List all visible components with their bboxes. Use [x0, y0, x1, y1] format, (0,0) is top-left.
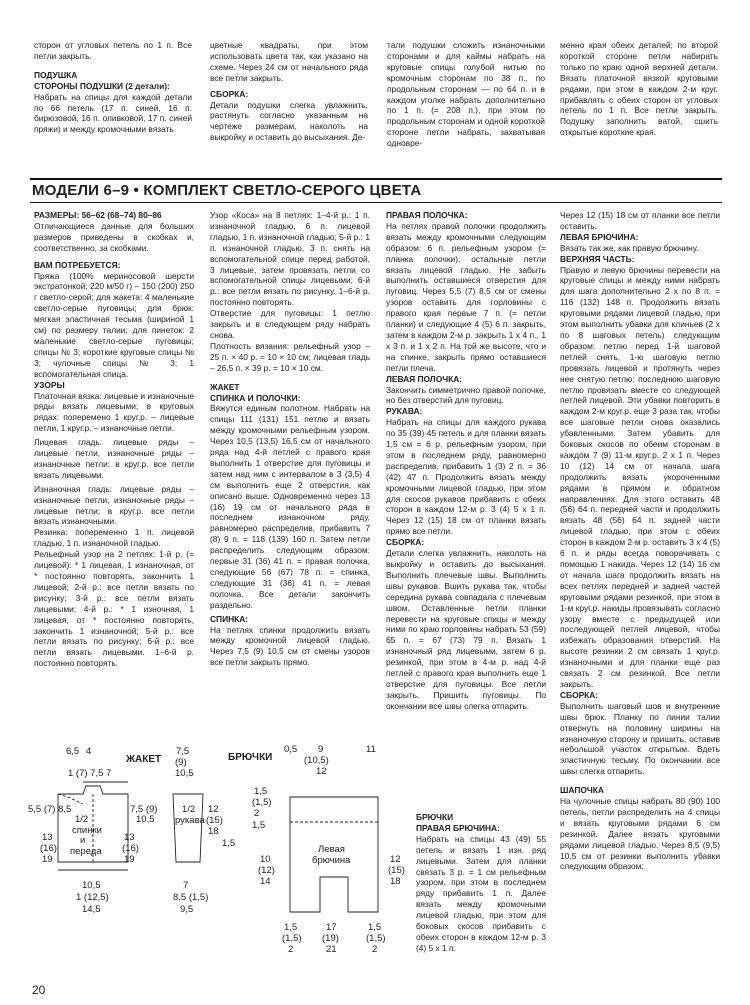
- main-column-3: [386, 210, 546, 712]
- dim: (16): [40, 843, 57, 854]
- dim: 1,5: [254, 786, 268, 797]
- dim: 9,5: [180, 904, 194, 915]
- paragraph: Вязать так же, как правую брючину.: [560, 242, 699, 253]
- paragraph: цветные квадраты, при этом использовать цвета так, как указано на схеме. Через 24 см от начального ряда все петли закрыть.: [210, 40, 368, 83]
- dim: 6,5: [66, 746, 80, 757]
- heading-left-front: ЛЕВАЯ ПОЛОЧКА:: [386, 373, 463, 384]
- dim: 9: [318, 744, 324, 755]
- pattern-schematic: [28, 742, 418, 974]
- pattern-rib: Резинка: попеременно 1 п. лицевой гладью, 1 п. изнаночной гладью.: [34, 527, 194, 549]
- gauge: Плотность вязания: рельефный узор – 25 п. × 40 р. = 10 × 10 см; лицевая гладь – 26,5 п. × 39 р. = 10 × 10 см.: [210, 340, 370, 373]
- main-column-2: [210, 210, 370, 668]
- top-column-4: [560, 40, 718, 138]
- heading-back: СПИНКА:: [210, 613, 249, 624]
- top-column-2: [210, 40, 368, 143]
- sleeve-label: рукава: [175, 815, 205, 826]
- heading-assembly: СБОРКА:: [560, 689, 599, 700]
- dim: 12: [316, 766, 327, 777]
- dim: (10,5): [304, 755, 329, 766]
- paragraph: Выполнить шаговый шов и внутренние швы брюк. Планку по линии талии отвернуть на половину ширины на изнаночную сторону и пришить, оставив небольшой участок открытым. Вдеть эластичную тесьму. По окончании все швы слегка отпарить.: [560, 700, 720, 777]
- dim: (16): [122, 843, 139, 854]
- dim: 18: [390, 876, 401, 887]
- jacket-label-3: и: [80, 835, 86, 846]
- dim: 10,5: [82, 880, 101, 891]
- sizes: РАЗМЕРЫ: 56–62 (68–74) 80–86: [34, 210, 162, 220]
- heading-pillow-sides: СТОРОНЫ ПОДУШКИ (2 детали):: [34, 80, 170, 91]
- dim: 14: [260, 876, 271, 887]
- dim: 0,5: [284, 744, 298, 755]
- top-column-1: [34, 40, 192, 135]
- dim: 21: [326, 944, 337, 955]
- dim: 1,5: [368, 922, 382, 933]
- section-title: МОДЕЛИ 6–9 • КОМПЛЕКТ СВЕТЛО-СЕРОГО ЦВЕТА: [32, 182, 422, 199]
- main-column-4: [560, 210, 720, 872]
- jacket-label-2: спинки: [72, 825, 102, 836]
- pattern-garter: Платочная вязка: лицевые и изнаночные ряды вязать лицевыми; в круговых рядах: поперемено 1 круг.р. – лицевые петли, 1 круг.р. – изнаночные петли.: [34, 390, 194, 434]
- dim: 1,5: [284, 922, 298, 933]
- dim: 7,5: [176, 746, 190, 757]
- pattern-cable: Узор «Коса» на 8 петлях: 1–4-й р.: 1 п. изнаночной гладью, 6 п. лицевой гладью, 1 п. изнаночной гладью; 5-й р.: 1 п. изнаночной гладью, 3 п. снять на вспомогательной спице перед работой, 3 лицевые, затем провязать петли со вспомогательной спицы лицевыми; 6-й р.: все петли вязать по рисунку. 1–6-й р. постоянно повторять.: [210, 210, 370, 308]
- dim: 2: [288, 944, 294, 955]
- paragraph: На чулочные спицы набрать 80 (90) 100 петель, петли распределить на 4 спицы и вязать круговыми рядами 6 см резинкой. Далее вязать круговыми рядами лицевой гладью. Через 8,5 (9,5) 10,5 см от резинки выполнить убавки следующим образом:: [560, 796, 720, 872]
- buttonhole: Отверстие для пуговицы: 1 петлю закрыть и в следующем ряду набрать снова.: [210, 308, 370, 340]
- heading-left-leg: ЛЕВАЯ БРЮЧИНА:: [560, 231, 639, 242]
- dim: 18: [208, 826, 219, 837]
- pants-label-1: Левая: [318, 844, 345, 855]
- sleeve-half: 1/2: [182, 804, 196, 815]
- dim: (1,5): [252, 797, 272, 808]
- pants-label-2: брючина: [312, 855, 351, 866]
- paragraph: Детали слегка увлажнить, наколоть на выкройку и оставить до высыхания. Выполнить плечевые швы. Выполнить швы рукавов. Вшить рукава так, чтобы середина рукава совпадала с плечевым швом. Оставленные петли планки перевести на круговые спицы и между ними по краю горловины набрать 53 (59) 65 п. = 67 (73) 79 п. Вязать 1 изнаночный ряд лицевыми, затем 6 р. резинкой, при этом в 4-м р. над 4-й петлей с правого края выполнить еще 1 отверстие для пуговицы. Все петли закрыть. Пришить пуговицы. По окончании все швы слегка отпарить.: [386, 548, 546, 711]
- jacket-label-4: переда: [70, 846, 102, 857]
- dim: 1 (12,5): [76, 892, 109, 903]
- paragraph: Закончить симметрично правой полочке, но без отверстий для пуговиц.: [386, 384, 546, 406]
- dim: 10,5: [136, 814, 155, 825]
- jacket-title: ЖАКЕТ: [126, 754, 162, 765]
- paragraph: На петлях правой полочки продолжить вязать между кромочными следующим образом: 6 п. рельефным узором (= планка полочки), остальные петли вязать лицевой гладью. Не забыть выполнить оставшиеся отверстия для пуговиц. Через 5,5 (7) 8,5 см от смены узоров оставить для горловины с правого края первые 7 п. (= петли планки) и следующие 4 (5) 6 п. закрыть, затем в каждом 2-м р. закрыть 1 х 4 п., 1 х 3 п. и 1 х 2 п. На той же высоте, что и на спинке, закрыть прямо оставшиеся петли плеча.: [386, 220, 546, 373]
- dim: 2: [254, 808, 260, 819]
- dim: 7,5 (9): [130, 804, 158, 815]
- main-column-3-pants: [416, 812, 546, 954]
- heading-materials: ВАМ ПОТРЕБУЕТСЯ:: [34, 259, 121, 270]
- heading-back-fronts: СПИНКА И ПОЛОЧКИ:: [210, 392, 301, 403]
- section-rule-top: [30, 178, 722, 180]
- page-number: 20: [32, 983, 46, 997]
- paragraph: Набрать на спицы для каждой детали по 66 петель (17 п. синей, 16 п. бирюзовой, 16 п. оливковой, 17 п. синей пряжи) и между кромочными вязать: [34, 91, 192, 135]
- paragraph: Пряжа (100% мериносовой шерсти экстратонкой; 220 м/50 г) – 150 (200) 250 г светло-серой; для жакета: 4 маленькие светло-серые пуговицы; для брюк: мягкая эластичная тесьма (шириной 1 см) по размеру талии; для пинеток: 2 маленькие светло-серые пуговицы; спицы № 3; короткие круговые спицы № 3; чулочные спицы № 3; 1 вспомогательная спица.: [34, 270, 194, 379]
- paragraph: Набрать на спицы для каждого рукава по 35 (39) 45 петель и для планки вязать 1,5 см = 6 р. рельефным узором, при этом в последнем ряду, равномерно распределив, прибавить 1 (3) 2 п. = 36 (42) 47 п. Продолжить вязать между кромочными лицевой гладью, при этом для скосов рукавов прибавить с обеих сторон в каждом 12-м р. 3 (4) 5 х 1 п. Через 12 (15) 18 см от планки вязать прямо все петли.: [386, 417, 546, 537]
- heading-assembly: СБОРКА:: [386, 537, 425, 548]
- dim: 11: [366, 744, 376, 755]
- top-column-3: [387, 40, 545, 149]
- dim: 7: [183, 880, 189, 891]
- dim: 5,5 (7) 8,5: [28, 804, 72, 815]
- paragraph: менно края обеих деталей; по второй короткой стороне петли набирать только по краю одной верхней детали. Вязать платочной вязкой круговыми рядами, при этом в каждом 2-м круг. прибавлять с обеих сторон от угловых петель по 1 п. Все петли закрыть. Подушку заполнить ватой, сшить открытые короткие края.: [560, 40, 718, 138]
- dim: 17: [326, 922, 337, 933]
- jacket-label-1: 1/2: [75, 814, 89, 825]
- paragraph: На петлях спинки продолжить вязать между кромочной лицевой гладью. Через 7,5 (9) 10,5 см от смены узоров все петли закрыть прямо.: [210, 624, 370, 668]
- dim: 1,5: [222, 838, 236, 849]
- dim: (9): [175, 757, 187, 768]
- heading-right-leg: ПРАВАЯ БРЮЧИНА:: [416, 822, 500, 833]
- dim: 19: [42, 854, 53, 865]
- heading-pants: БРЮЧКИ: [416, 812, 454, 822]
- dim: 19: [124, 854, 135, 865]
- paragraph: сторон от угловых петель по 1 п. Все петли закрыть.: [34, 40, 192, 61]
- heading-sleeves: РУКАВА:: [386, 406, 423, 417]
- paragraph: Отличающиеся данные для больших размеров приведены в скобках и, соответственно, за скобками.: [34, 220, 194, 253]
- dim: 14,5: [82, 904, 101, 915]
- dim: (1,5): [282, 933, 302, 944]
- paragraph: Через 12 (15) 18 см от планки все петли оставить.: [560, 210, 720, 231]
- dim: (12): [258, 865, 275, 876]
- section-rule-bottom: [30, 202, 722, 203]
- paragraph: Правую и левую брючины перевести на круговые спицы и между ними набрать для шага дополнительно 2 х по 8 п. = 116 (132) 148 п. Продолжить вязать круговыми рядами лицевой гладью, при этом выполнить убавки для клиньев (2 х по 8 шаговых петель) следующим образом: петлю перед 1-й шаговой петлей снять, 1-ю шаговую петлю провязать лицевой и протянуть через нее снятую петлю; последнюю шаговую петлю провязать вместе со следующей петлей лицевой. Эти убавки повторить в каждом 2-м круг.р. еще 3 раза так, чтобы все шаговые петли снова оказались убавленными. Затем убавить для боковых скосов по обеим сторонам в каждом 7 (9) 11-м круг.р. 2 х 1 п. Через 10 (12) 14 см от начала шага продолжить вязать укороченными рядами в прямом и обратном направлениях. Для этого оставить 48 (56) 64 п. передней части и продолжить вязать 48 (56) 64 п. задней части лицевой гладью, при этом с обеих сторон в каждом 2-м р. оставить 3 х 4 (5) 6 п. и ряды всегда поворачивать с помощью 1 накида. Через 12 (14) 16 см от начала шага продолжить вязать на всех петлях передней и задней частей круговыми рядами резинкой, при этом в 1-м круг.р. накиды провязывать согласно узору вместе с предыдущей или последующей петлей лицевой, чтобы избежать образования отверстий. На высоте резинки 2 см связать 1 круг.р. изнаночными и для планки еще раз связать 2 см резинкой. Все петли закрыть.: [560, 264, 720, 689]
- dim: (19): [322, 933, 339, 944]
- dim: 2: [372, 944, 378, 955]
- dim: 13: [42, 832, 53, 843]
- dim: 12: [390, 854, 401, 865]
- pattern-reverse: Изнаночная гладь: лицевые ряды – изнаночные петли, изнаночные ряды – лицевые петли; в круг.р. все петли вязать изнаночными.: [34, 483, 194, 527]
- pants-title: БРЮЧКИ: [228, 752, 273, 763]
- heading-right-front: ПРАВАЯ ПОЛОЧКА:: [386, 210, 468, 220]
- paragraph: Вяжутся единым полотном. Набрать на спицы 111 (131) 151 петлю и вязать между кромочными рельефным узором. Через 10,5 (13,5) 16,5 см от начального ряда над 4-й петлей с правого края выполнить 1 отверстие для пуговицы и затем над ним с интервалом в 3 (3,5) 4 см выполнить еще 2 отверстия, как описано выше. Одновременно через 13 (16) 19 см от начального ряда в последнем изнаночном ряду, равномерно распределив, прибавить 7 (8) 9 п. = 118 (139) 160 п. Затем петли распределить следующим образом: первые 31 (36) 41 п. = правая полочка, следующие 56 (67) 78 п. = спинка, следующие 31 (36) 41 п. = левая полочка. Все детали закончить раздельно.: [210, 403, 370, 610]
- heading-patterns: УЗОРЫ: [34, 379, 65, 390]
- dim: (1,5): [366, 933, 386, 944]
- pattern-stockinette: Лицевая гладь: лицевые ряды – лицевые петли, изнаночные ряды – изнаночные петли; в круг.р. все петли вязать лицевыми.: [34, 437, 194, 480]
- heading-upper-part: ВЕРХНЯЯ ЧАСТЬ:: [560, 253, 635, 264]
- dim: 1 (7) 7,5 7: [68, 768, 112, 779]
- heading-hat: ШАПОЧКА: [560, 785, 604, 796]
- dim: 13: [124, 832, 135, 843]
- dim: 4: [86, 746, 92, 757]
- heading-assembly: СБОРКА:: [210, 88, 249, 99]
- dim: 12: [208, 804, 219, 815]
- heading-jacket: ЖАКЕТ: [210, 381, 240, 392]
- dim: 10,5: [175, 768, 194, 779]
- main-column-1: [34, 210, 194, 669]
- heading-pillow: ПОДУШКА: [34, 69, 78, 80]
- dim: 1,5: [252, 820, 266, 831]
- pattern-relief: Рельефный узор на 2 петлях: 1-й р. (= лицевой): * 1 лицевая, 1 изнаночная, от * постоянно повторять, закончить 1 лицевой; 2-й р.: все петли вязать по рисунку; 3-й р.: все петли вязать лицевыми; 4-й р.: * 1 изночная, 1 лицевая, от * постоянно повторять, закончить 1 изнаночной; 5-й р.: все петли вязать по рисунку; 6-й р.: все петли вязать лицевыми. 1–6-й р. постоянно повторять.: [34, 549, 194, 669]
- dim: (15): [206, 815, 223, 826]
- paragraph: тали подушки сложить изнаночными сторонами и для каймы набрать на круговые спицы голубой нитью по кромочным сторонам по 38 п., по продольным сторонам — по 64 п. и в каждом уголке набрать дополнительно по 1 п. (= 208 п.), при этом по продольным сторонам и одной короткой стороне петли набрать, захватывая одновре-: [387, 40, 545, 149]
- dim: 8,5 (1,5): [173, 892, 209, 903]
- dim: 10: [260, 854, 271, 865]
- paragraph: Набрать на спицы 43 (49) 55 петель и вязать 1 изн. ряд лицевыми. Затем для планки связать 3 р. = 1 см рельефным узором, при этом в последнем ряду прибавить 1 п. Далее вязать между кромочными лицевой гладью, при этом для боковых скосов прибавить с обеих сторон в каждом 12-м р. 3 (4) 5 х 1 п.: [416, 833, 546, 953]
- paragraph: Детали подушки слегка увлажнить, растянуть согласно указанным на чертеже размерам, наколоть на выкройку и оставить до высыхания. Де-: [210, 99, 368, 143]
- dim: (15): [388, 865, 405, 876]
